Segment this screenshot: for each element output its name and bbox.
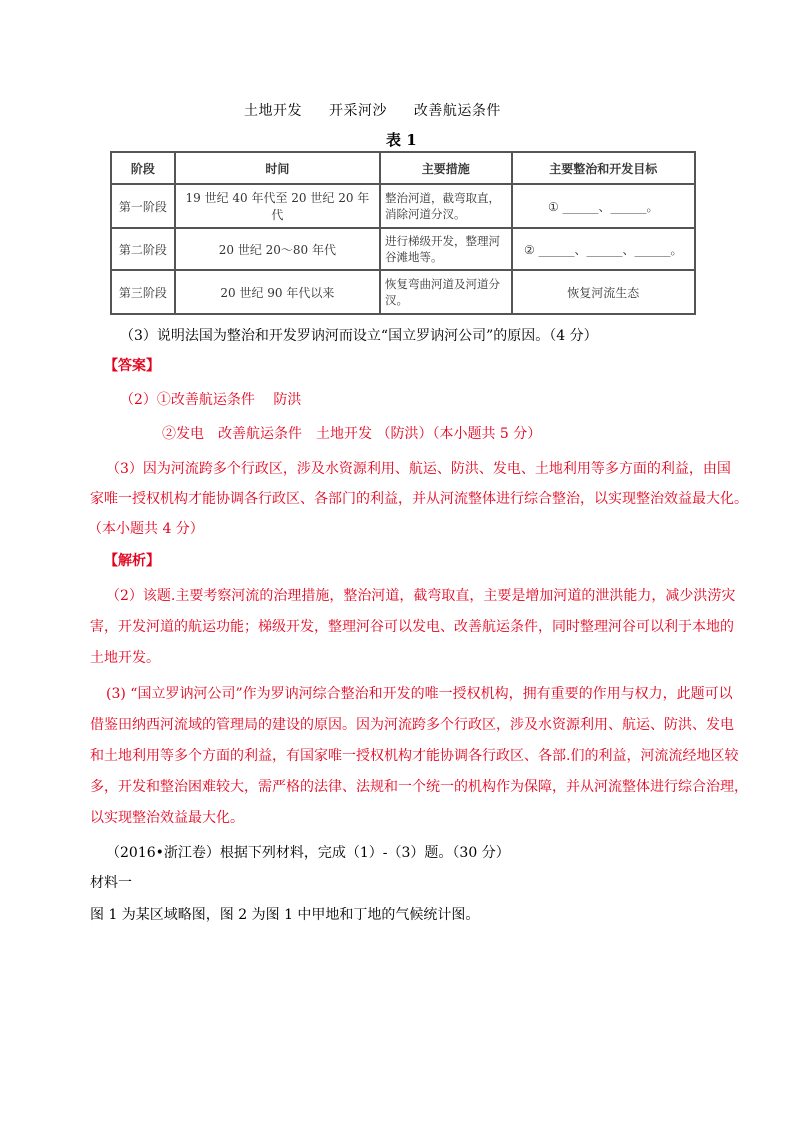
answer-3-line-1: （3）因为河流跨多个行政区，涉及水资源利用、航运、防洪、发电、土地利用等多方面的利益，由国 [106,461,731,477]
analysis-3-line-1: (3) “国立罗讷河公司”作为罗讷河综合整治和开发的唯一授权机构，拥有重要的作用与权力，此题可以 [106,686,733,702]
table-row [111,228,695,270]
cell-measure: 恢复弯曲河道及河道分汊。 [380,270,512,314]
header-goal: 主要整治和开发目标 [512,152,695,184]
stages-table [110,151,696,315]
cell-stage: 第二阶段 [111,228,175,270]
analysis-3-line-2: 借鉴田纳西河流域的管理局的建设的原因。因为河流跨多个行政区，涉及水资源利用、航运、防洪、发电 [90,717,734,733]
cell-goal: ① ______、______。 [512,184,695,228]
cell-stage: 第三阶段 [111,270,175,314]
option-land-development: 土地开发 [244,103,302,119]
header-measure: 主要措施 [380,152,512,184]
material-one-heading: 材料一 [90,875,132,891]
header-stage: 阶段 [111,152,175,184]
answer-3-line-2: 家唯一授权机构才能协调各行政区、各部门的利益，并从河流整体进行综合整治，以实现整治效益最大化。 [90,491,748,507]
analysis-3-line-5: 以实现整治效益最大化。 [90,810,244,826]
analysis-3-line-3: 和土地利用等多个方面的利益，有国家唯一授权机构才能协调各行政区、各部.们的利益，河流流经地区较 [90,748,739,764]
header-time: 时间 [175,152,380,184]
analysis-heading: 【解析】 [104,553,160,569]
table-caption: 表 1 [386,131,417,149]
analysis-3-line-4: 多，开发和整治困难较大，需严格的法律、法规和一个统一的机构作为保障，并从河流整体进行综合治理， [90,779,748,795]
answer-3-line-3: （本小题共 4 分） [88,521,204,537]
question-2016-zhejiang: （2016•浙江卷）根据下列材料，完成（1）-（3）题。（30 分） [106,845,510,861]
table-row [111,184,695,228]
answer-2-part-b: ②发电 改善航运条件 土地开发 （防洪）（本小题共 5 分） [162,426,542,442]
answer-2-part-a: （2）①改善航运条件 防洪 [120,392,302,408]
analysis-2-line-2: 害，开发河道的航运功能；梯级开发，整理河谷可以发电、改善航运条件，同时整理河谷可以利于本地的 [90,619,734,635]
analysis-2-line-1: （2）该题.主要考察河流的治理措施，整治河道，截弯取直，主要是增加河道的泄洪能力，减少洪涝灾 [106,588,736,604]
option-sand-mining: 开采河沙 [328,103,387,119]
option-navigation: 改善航运条件 [413,103,501,119]
material-one-text: 图 1 为某区域略图，图 2 为图 1 中甲地和丁地的气候统计图。 [90,907,480,923]
question-3: （3）说明法国为整治和开发罗讷河而设立“国立罗讷河公司”的原因。（4 分） [120,328,598,344]
cell-measure: 整治河道，截弯取直，消除河道分汊。 [380,184,512,228]
table-row [111,270,695,314]
cell-time: 20 世纪 20～80 年代 [175,228,380,270]
cell-goal: 恢复河流生态 [512,270,695,314]
option-list [244,101,523,121]
table-header-row [111,152,695,184]
cell-measure: 进行梯级开发，整理河谷滩地等。 [380,228,512,270]
cell-goal: ② ______、______、______。 [512,228,695,270]
cell-time: 19 世纪 40 年代至 20 世纪 20 年代 [175,184,380,228]
cell-stage: 第一阶段 [111,184,175,228]
cell-time: 20 世纪 90 年代以来 [175,270,380,314]
answer-heading: 【答案】 [104,358,160,374]
analysis-2-line-3: 土地开发。 [90,650,160,666]
